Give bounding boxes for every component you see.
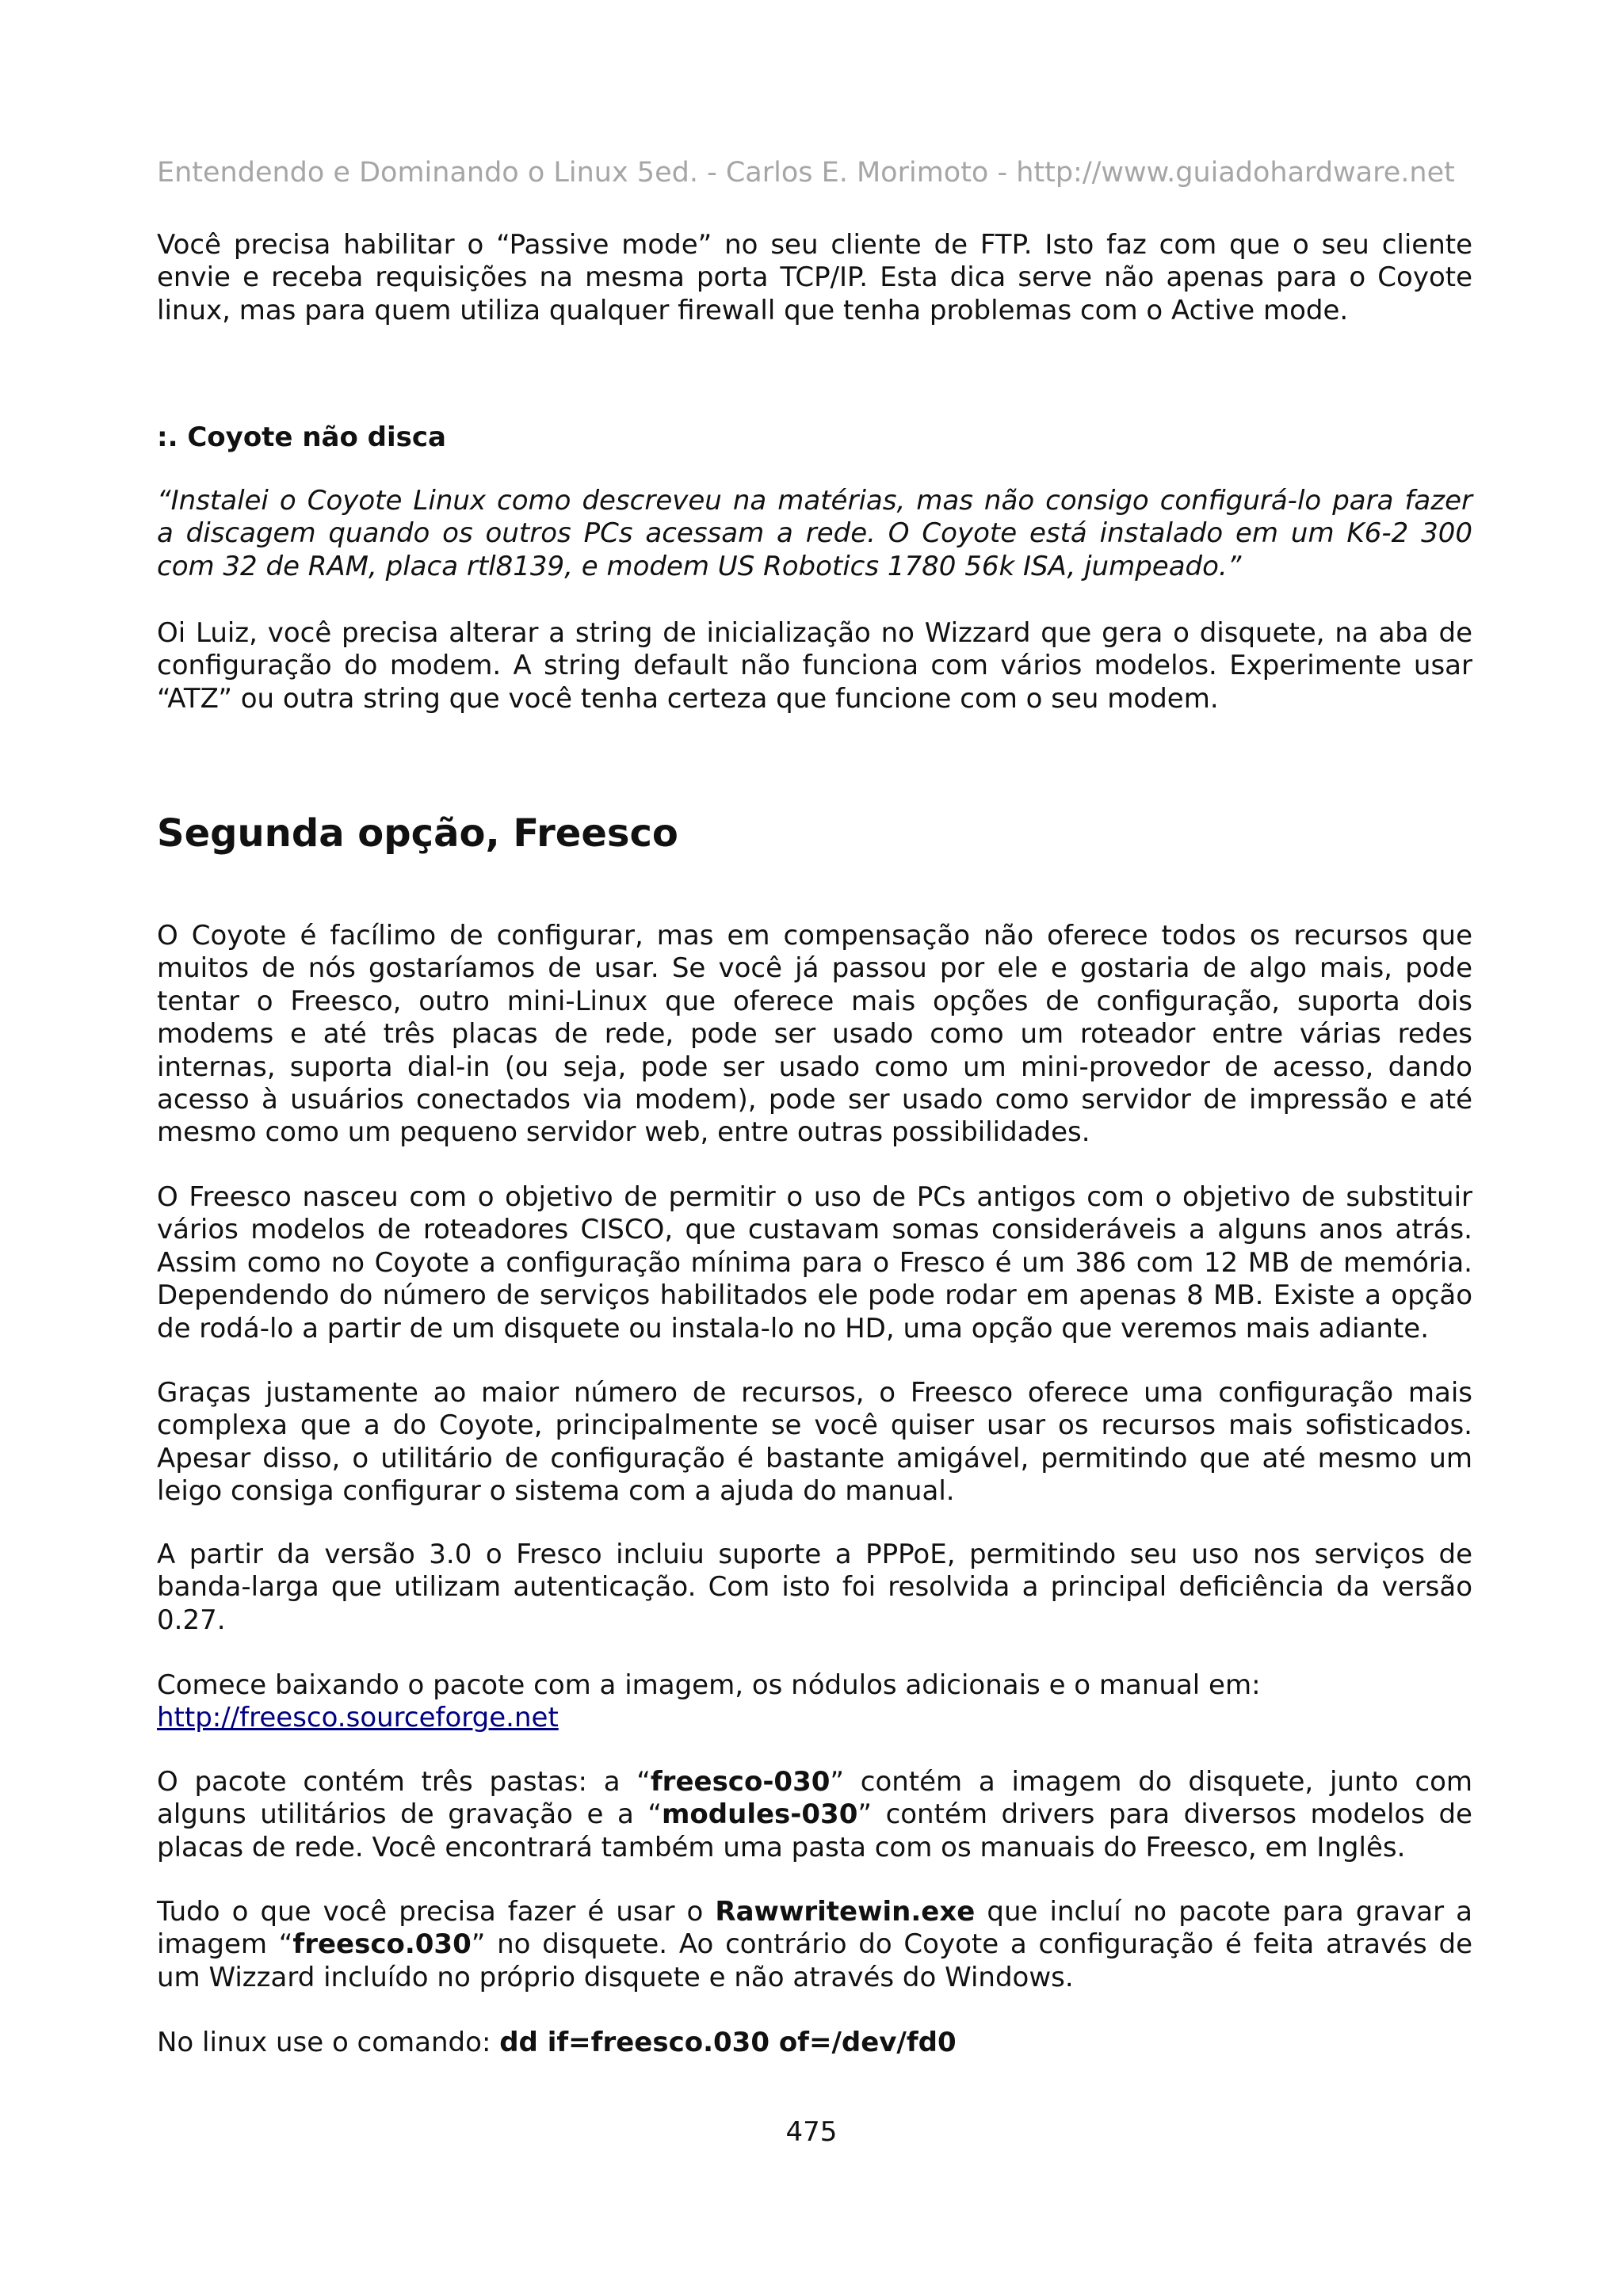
bold-folder-name: freesco-030 (650, 1766, 831, 1798)
freesco-download-link[interactable]: http://freesco.sourceforge.net (157, 1702, 559, 1734)
text-segment: Tudo o que você precisa fazer é usar o (157, 1896, 716, 1928)
text-segment: ” contém drivers para diversos modelos de (857, 1798, 1472, 1831)
text-line: acesso à usuários conectados via modem), pode ser usado como servidor de impressão e até (157, 1084, 1472, 1116)
text-line: de rodá-lo a partir de um disquete ou instala-lo no HD, uma opção que veremos mais adiante. (157, 1312, 1430, 1344)
text-line (157, 1896, 1472, 1928)
text-line: banda-larga que utilizam autenticação. Com isto foi resolvida a principal deficiência da versão (157, 1571, 1472, 1604)
paragraph-freesco-origin (157, 1181, 1472, 1345)
text-line: Graças justamente ao maior número de recursos, o Freesco oferece uma configuração mais (157, 1377, 1472, 1409)
text-line (157, 1928, 1472, 1961)
text-line: 0.27. (157, 1604, 226, 1636)
bold-program-name: Rawwritewin.exe (715, 1896, 976, 1928)
text-line: com 32 de RAM, placa rtl8139, e modem US Robotics 1780 56k ISA, jumpeado.” (157, 550, 1242, 582)
text-segment: ” no disquete. Ao contrário do Coyote a configuração é feita através de (471, 1928, 1472, 1961)
text-line: Assim como no Coyote a configuração mínima para o Fresco é um 386 com 12 MB de memória. (157, 1246, 1472, 1279)
running-header: Entendendo e Dominando o Linux 5ed. - Carlos E. Morimoto - http://www.guiadohardware.net (157, 157, 1455, 189)
text-segment: alguns utilitários de gravação e a “ (157, 1798, 662, 1831)
paragraph-package-contents (157, 1766, 1472, 1864)
bold-folder-name: modules-030 (662, 1798, 858, 1831)
text-line (157, 1798, 1472, 1831)
bold-command: dd if=freesco.030 of=/dev/fd0 (499, 2027, 957, 2058)
text-line: O Freesco nasceu com o objetivo de permitir o uso de PCs antigos com o objetivo de substituir (157, 1181, 1472, 1213)
text-line: O Coyote é facílimo de configurar, mas em compensação não oferece todos os recursos que (157, 920, 1472, 952)
text-segment: O pacote contém três pastas: a “ (157, 1766, 651, 1798)
paragraph-answer (157, 617, 1472, 715)
text-line (157, 1702, 1472, 1734)
text-line: envie e receba requisições na mesma porta TCP/IP. Esta dica serve não apenas para o Coyote (157, 261, 1472, 294)
text-line: “ATZ” ou outra string que você tenha certeza que funcione com o seu modem. (157, 682, 1219, 715)
text-segment: No linux use o comando: (157, 2027, 500, 2058)
text-line: a discagem quando os outros PCs acessam a rede. O Coyote está instalado em um K6-2 300 (157, 517, 1472, 550)
text-line (157, 1766, 1472, 1798)
section-heading: :. Coyote não disca (157, 421, 447, 453)
text-line (157, 2027, 1472, 2059)
chapter-heading: Segunda opção, Freesco (157, 811, 678, 856)
reader-question-quote (157, 485, 1472, 583)
text-line: um Wizzard incluído no próprio disquete e não através do Windows. (157, 1961, 1074, 1993)
text-segment: ” contém a imagem do disquete, junto com (830, 1766, 1472, 1798)
text-segment: imagem “ (157, 1928, 293, 1961)
paragraph-freesco-intro (157, 920, 1472, 1150)
paragraph-download (157, 1669, 1472, 1735)
text-line: leigo consiga configurar o sistema com a ajuda do manual. (157, 1475, 955, 1508)
paragraph-freesco-config (157, 1377, 1472, 1508)
text-line: modems e até três placas de rede, pode ser usado como um roteador entre várias redes (157, 1018, 1472, 1051)
text-line: tentar o Freesco, outro mini-Linux que oferece mais opções de configuração, suporta dois (157, 985, 1472, 1017)
text-line: linux, mas para quem utiliza qualquer firewall que tenha problemas com o Active mode. (157, 294, 1349, 326)
paragraph-rawwrite (157, 1896, 1472, 1994)
text-line: Oi Luiz, você precisa alterar a string de inicialização no Wizzard que gera o disquete, na aba de (157, 617, 1472, 649)
text-line: Você precisa habilitar o “Passive mode” no seu cliente de FTP. Isto faz com que o seu cliente (157, 229, 1472, 261)
text-segment: que incluí no pacote para gravar a (975, 1896, 1472, 1928)
bold-file-name: freesco.030 (292, 1928, 472, 1961)
text-line: internas, suporta dial-in (ou seja, pode ser usado como um mini-provedor de acesso, dando (157, 1051, 1472, 1083)
page-number: 475 (785, 2116, 838, 2148)
text-line: configuração do modem. A string default não funciona com vários modelos. Experimente usar (157, 650, 1472, 682)
text-line: mesmo como um pequeno servidor web, entre outras possibilidades. (157, 1116, 1090, 1149)
text-line: Comece baixando o pacote com a imagem, os nódulos adicionais e o manual em: (157, 1669, 1261, 1701)
text-line: vários modelos de roteadores CISCO, que custavam somas consideráveis a alguns anos atrás. (157, 1214, 1472, 1246)
paragraph-pppoe (157, 1539, 1472, 1637)
paragraph-passive-mode (157, 229, 1472, 327)
text-line: “Instalei o Coyote Linux como descreveu na matérias, mas não consigo configurá-lo para fazer (157, 485, 1472, 517)
text-line: muitos de nós gostaríamos de usar. Se você já passou por ele e gostaria de algo mais, pode (157, 952, 1472, 985)
text-line: placas de rede. Você encontrará também uma pasta com os manuais do Freesco, em Inglês. (157, 1831, 1406, 1863)
text-line: Dependendo do número de serviços habilitados ele pode rodar em apenas 8 MB. Existe a opção (157, 1280, 1472, 1312)
text-line: Apesar disso, o utilitário de configuração é bastante amigável, permitindo que até mesmo um (157, 1442, 1472, 1474)
paragraph-linux-command (157, 2027, 1472, 2059)
text-line: A partir da versão 3.0 o Fresco incluiu suporte a PPPoE, permitindo seu uso nos serviços de (157, 1539, 1472, 1570)
text-line: complexa que a do Coyote, principalmente se você quiser usar os recursos mais sofisticados. (157, 1409, 1472, 1442)
